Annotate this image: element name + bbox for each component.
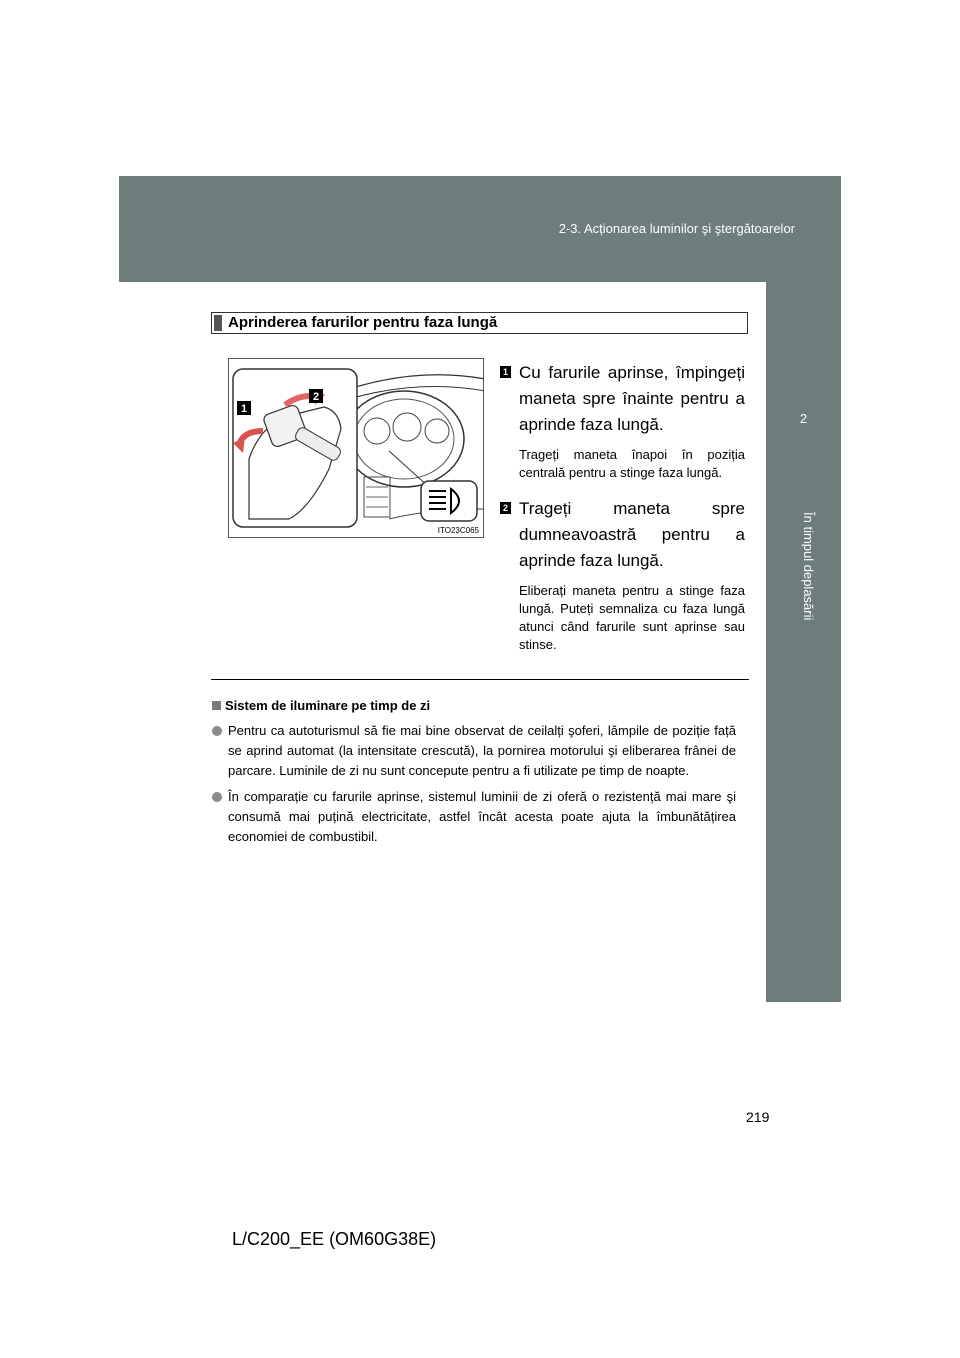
page-header	[119, 176, 841, 282]
breadcrumb: 2-3. Acționarea luminilor şi ştergătoarelor	[558, 221, 795, 236]
step-1-title: Cu farurile aprinse, împingeți maneta spre înainte pentru a aprinde faza lungă.	[519, 363, 745, 434]
note-bullet-2-text: În comparație cu farurile aprinse, sistemul luminii de zi oferă o rezistență mai mare şi consumă mai puțină electricitate, astfel încât acesta poate ajuta la îmbunătățirea economiei de combustibil.	[228, 789, 736, 844]
chapter-label: În timpul deplasării	[801, 512, 816, 621]
step-2-badge: 2	[500, 502, 511, 514]
figure-badge-1: 1	[240, 403, 248, 415]
figure-badge-2: 2	[312, 391, 320, 403]
chapter-number: 2	[799, 411, 808, 426]
notes-title-text: Sistem de iluminare pe timp de zi	[225, 698, 431, 713]
lever-illustration	[228, 358, 484, 538]
notes-title	[212, 697, 736, 715]
bullet-dot-icon	[212, 792, 222, 802]
square-bullet-icon	[212, 701, 221, 710]
note-bullet-1	[212, 721, 736, 781]
step-2-note: Eliberați maneta pentru a stinge faza lungă. Puteți semnaliza cu faza lungă atunci când farurile sunt aprinse sau stinse.	[519, 583, 745, 652]
step-2-title: Trageți maneta spre dumneavoastră pentru a aprinde faza lungă.	[519, 499, 745, 570]
section-title: Aprinderea farurilor pentru faza lungă	[211, 312, 748, 334]
step-1-badge: 1	[500, 366, 511, 378]
figure-code: ITO23C065	[437, 526, 479, 535]
headlight-lever-drawing	[229, 359, 484, 538]
step-1	[497, 360, 745, 482]
bullet-dot-icon	[212, 726, 222, 736]
page-number: 219	[746, 1109, 770, 1125]
notes-block	[212, 697, 736, 847]
chapter-tab	[766, 282, 841, 1002]
note-bullet-2	[212, 787, 736, 847]
step-list	[497, 360, 745, 654]
section-divider	[211, 679, 749, 680]
document-code: L/C200_EE (OM60G38E)	[232, 1229, 437, 1249]
note-bullet-1-text: Pentru ca autoturismul să fie mai bine observat de ceilalți şoferi, lămpile de poziție față se aprind automat (la intensitate crescută), la pornirea motorului şi eliberarea frânei de parcare. Luminile de zi nu sunt concepute pentru a fi utilizate pe timp de noapte.	[228, 723, 736, 778]
step-1-note: Trageți maneta înapoi în poziția centrală pentru a stinge faza lungă.	[519, 447, 745, 480]
step-2	[497, 496, 745, 654]
